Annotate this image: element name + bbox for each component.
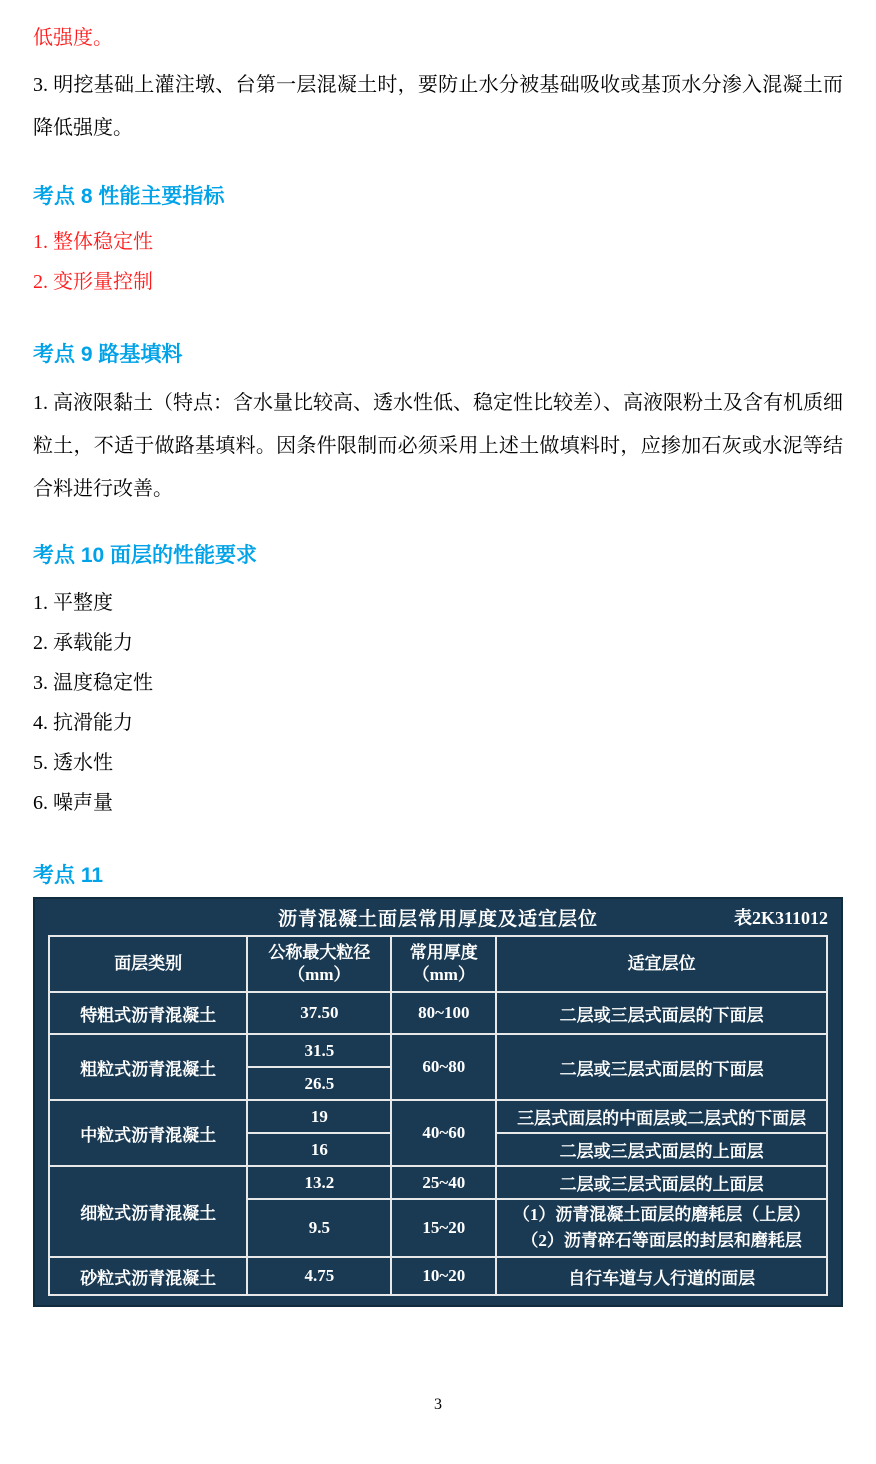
table-row [49,992,827,1034]
cell-layer-type: 细粒式沥青混凝土 [49,1166,247,1257]
cell-layer-type: 粗粒式沥青混凝土 [49,1034,247,1100]
page-number: 3 [434,1396,442,1413]
header-label: 常用厚度 [409,943,478,962]
cell-size: 26.5 [247,1067,391,1100]
cell-position: 三层式面层的中面层或二层式的下面层 [496,1100,827,1133]
cell-layer-type: 中粒式沥青混凝土 [49,1100,247,1166]
list-item: 1. 整体稳定性 [33,231,153,253]
paragraph-item3: 3. 明挖基础上灌注墩、台第一层混凝土时，要防止水分被基础吸收或基顶水分渗入混凝土而降低强度。 [33,74,843,139]
cell-size: 13.2 [247,1166,391,1199]
list-item: 1. 平整度 [33,592,113,614]
table-title: 沥青混凝土面层常用厚度及适宜层位 [277,908,598,930]
column-header-layer-type: 面层类别 [49,936,247,992]
cell-size: 37.50 [247,992,391,1034]
cell-position: 二层或三层式面层的下面层 [496,992,827,1034]
cell-thickness: 40~60 [391,1100,496,1166]
cell-size: 9.5 [247,1199,391,1257]
header-label: 公称最大粒径 [268,943,371,962]
paragraph-kaodian-9: 1. 高液限黏土（特点：含水量比较高、透水性低、稳定性比较差）、高液限粉土及含有机质细粒土，不适于做路基填料。因条件限制而必须采用上述土做填料时，应掺加石灰或水泥等结合料进行改善。 [33,392,843,500]
column-header-suitable-position: 适宜层位 [496,936,827,992]
list-item: 5. 透水性 [33,752,113,774]
heading-kaodian-10: 考点 10 面层的性能要求 [33,544,258,567]
cell-thickness: 80~100 [391,992,496,1034]
cell-position: 二层或三层式面层的下面层 [496,1034,827,1100]
cell-size: 16 [247,1133,391,1166]
table-row [49,1166,827,1199]
cell-thickness: 15~20 [391,1199,496,1257]
heading-kaodian-8: 考点 8 性能主要指标 [33,185,225,208]
cell-position: 二层或三层式面层的上面层 [496,1133,827,1166]
kaodian-10-list [33,583,843,823]
position-line-2: （2）沥青碎石等面层的封层和磨耗层 [521,1231,802,1250]
cell-thickness: 10~20 [391,1257,496,1295]
kaodian-8-list [33,222,843,302]
cell-size: 19 [247,1100,391,1133]
cell-thickness: 60~80 [391,1034,496,1100]
cell-position [496,1199,827,1257]
heading-kaodian-9: 考点 9 路基填料 [33,343,183,366]
cell-position: 自行车道与人行道的面层 [496,1257,827,1295]
header-unit: （mm） [288,965,351,984]
cell-position: 二层或三层式面层的上面层 [496,1166,827,1199]
list-item: 6. 噪声量 [33,792,113,814]
cell-size: 31.5 [247,1034,391,1067]
cell-layer-type: 特粗式沥青混凝土 [49,992,247,1034]
table-2k311012-card [33,897,843,1307]
table-title-row [48,899,828,935]
heading-kaodian-11: 考点 11 [33,864,104,887]
paragraph-previous-tail: 低强度。 [33,27,113,49]
table-reference-code: 表2K311012 [733,908,828,928]
list-item: 2. 承载能力 [33,632,133,654]
column-header-common-thickness [391,936,496,992]
list-item: 4. 抗滑能力 [33,712,133,734]
table-row [49,1257,827,1295]
header-unit: （mm） [412,965,475,984]
asphalt-layer-table [48,935,828,1296]
position-line-1: （1）沥青混凝土面层的磨耗层（上层） [512,1205,811,1224]
table-row [49,1100,827,1133]
list-item: 2. 变形量控制 [33,271,153,293]
cell-thickness: 25~40 [391,1166,496,1199]
column-header-nominal-max-size [247,936,391,992]
table-header-row [49,936,827,992]
cell-size: 4.75 [247,1257,391,1295]
list-item: 3. 温度稳定性 [33,672,153,694]
cell-layer-type: 砂粒式沥青混凝土 [49,1257,247,1295]
table-row [49,1034,827,1067]
